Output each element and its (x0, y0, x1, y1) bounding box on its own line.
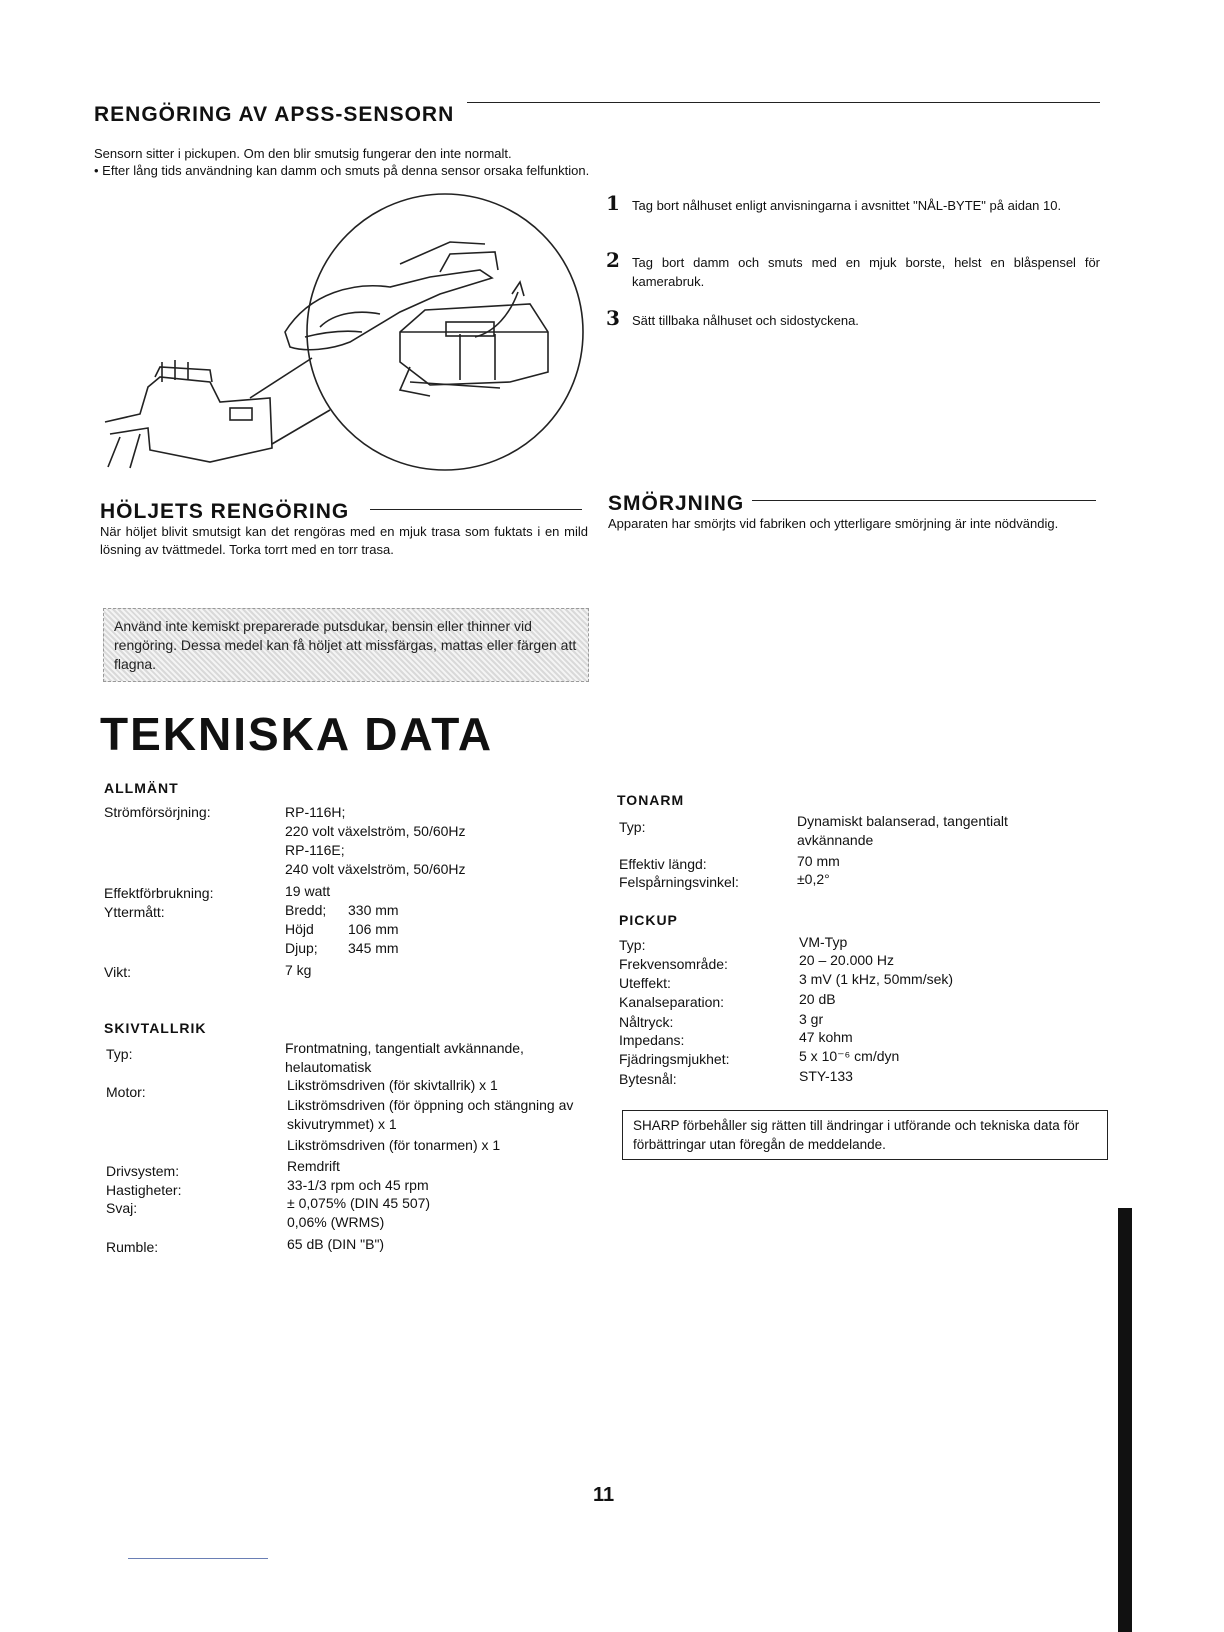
pickup-row-value: 20 dB (799, 991, 836, 1007)
apss-step-1 (606, 191, 1100, 215)
step-number-3: 3 (606, 306, 620, 330)
sharp-notice-box (622, 1110, 1108, 1160)
pickup-row-label: Impedans: (619, 1032, 685, 1048)
motor-value-2: Likströmsdriven (för öppning och stängning av skivutrymmet) x 1 (287, 1097, 574, 1132)
bredd-value: 330 mm (348, 902, 399, 918)
holjets-title: HÖLJETS RENGÖRING (100, 500, 350, 523)
pickup-row-label: Frekvensområde: (619, 956, 728, 972)
pickup-row-value: 47 kohm (799, 1029, 853, 1045)
svaj-value-2: 0,06% (WRMS) (287, 1214, 385, 1230)
tonarm-typ-label: Typ: (619, 819, 646, 835)
allmant-heading: ALLMÄNT (104, 780, 179, 796)
apss-step-2 (606, 248, 1100, 291)
pickup-row-label: Fjädringsmjukhet: (619, 1051, 730, 1067)
langd-label: Effektiv längd: (619, 856, 707, 872)
skiv-typ-value: Frontmatning, tangentialt avkännande, helautomatisk (285, 1040, 524, 1075)
strom-value-2: 220 volt växelström, 50/60Hz (285, 823, 466, 839)
effekt-value: 19 watt (285, 883, 331, 899)
strom-value-3: RP-116E; (285, 842, 345, 858)
apss-step-3-text: Sätt tillbaka nålhuset och sidostyckena. (632, 313, 859, 328)
bredd-label: Bredd; (285, 902, 327, 918)
page-number: 11 (593, 1484, 615, 1506)
langd-value: 70 mm (797, 853, 840, 869)
strom-value-4: 240 volt växelström, 50/60Hz (285, 861, 466, 877)
holjets-title-rule (370, 509, 582, 510)
strom-label: Strömförsörjning: (104, 804, 211, 820)
effekt-label: Effektförbrukning: (104, 885, 214, 901)
apss-title: RENGÖRING AV APSS-SENSORN (94, 103, 455, 126)
fel-label: Felspårningsvinkel: (619, 874, 739, 890)
svaj-label: Svaj: (106, 1200, 138, 1216)
hojd-label: Höjd (285, 921, 314, 937)
driv-label: Drivsystem: (106, 1163, 180, 1179)
motor-value-1: Likströmsdriven (för skivtallrik) x 1 (287, 1077, 498, 1093)
footer-line (128, 1558, 268, 1559)
tekniska-title: TEKNISKA DATA (100, 708, 494, 760)
hast-label: Hastigheter: (106, 1182, 182, 1198)
pickup-row-label: Kanalseparation: (619, 994, 725, 1010)
driv-value: Remdrift (287, 1158, 340, 1174)
hojd-value: 106 mm (348, 921, 399, 937)
motor-value-3: Likströmsdriven (för tonarmen) x 1 (287, 1137, 501, 1153)
rumble-label: Rumble: (106, 1239, 159, 1255)
apss-step-2-text: Tag bort damm och smuts med en mjuk borste, helst en blåspensel för kamerabruk. (632, 255, 1100, 289)
step-number-2: 2 (606, 248, 620, 272)
pickup-heading: PICKUP (619, 912, 678, 928)
step-number-1: 1 (606, 191, 620, 215)
smorjning-title-rule (752, 500, 1096, 501)
sharp-notice-text: SHARP förbehåller sig rätten till ändringar i utförande och tekniska data för förbättringar utan föregån de meddelande. (633, 1118, 1080, 1152)
tonarm-typ-value: Dynamiskt balanserad, tangentialt avkännande (797, 813, 1008, 848)
apss-step-1-text: Tag bort nålhuset enligt anvisningarna i avsnittet "NÅL-BYTE" på aidan 10. (632, 198, 1062, 213)
apss-title-rule (467, 102, 1100, 103)
pickup-row-value: 3 gr (799, 1011, 824, 1027)
yttermatt-label: Yttermått: (104, 904, 165, 920)
warning-text: Använd inte kemiskt preparerade putsdukar, bensin eller thinner vid rengöring. Dessa medel kan få höljet att missfärgas, mattas eller färgen att flagna. (114, 618, 577, 672)
smorjning-text: Apparaten har smörjts vid fabriken och ytterligare smörjning är inte nödvändig. (608, 516, 1059, 531)
apss-cleaning-illustration (100, 182, 590, 482)
pickup-row-value: STY-133 (799, 1068, 853, 1084)
motor-label: Motor: (106, 1084, 146, 1100)
holjets-text: När höljet blivit smutsigt kan det rengöras med en mjuk trasa som fuktats i en mild lösning av tvättmedel. Torka torrt med en torr trasa. (100, 524, 588, 557)
strom-value-1: RP-116H; (285, 804, 346, 820)
pickup-row-value: 3 mV (1 kHz, 50mm/sek) (799, 971, 954, 987)
apss-intro-1: Sensorn sitter i pickupen. Om den blir smutsig fungerar den inte normalt. (94, 146, 512, 161)
apss-step-3 (606, 306, 1100, 330)
rumble-value: 65 dB (DIN "B") (287, 1236, 385, 1252)
pickup-row-label: Uteffekt: (619, 975, 671, 991)
smorjning-title: SMÖRJNING (608, 492, 745, 515)
pickup-row-label: Bytesnål: (619, 1071, 677, 1087)
djup-value: 345 mm (348, 940, 399, 956)
vikt-value: 7 kg (285, 962, 312, 978)
pickup-row-label: Nåltryck: (619, 1014, 674, 1030)
svaj-value-1: ± 0,075% (DIN 45 507) (287, 1195, 431, 1211)
pickup-row-value: 20 – 20.000 Hz (799, 952, 894, 968)
fel-value: ±0,2° (797, 871, 830, 887)
djup-label: Djup; (285, 940, 318, 956)
skiv-typ-label: Typ: (106, 1046, 133, 1062)
pickup-row-label: Typ: (619, 937, 646, 953)
warning-box (103, 608, 589, 682)
vikt-label: Vikt: (104, 964, 131, 980)
pickup-row-value: 5 x 10⁻⁶ cm/dyn (799, 1048, 900, 1064)
pickup-row-value: VM-Typ (799, 934, 848, 950)
apss-intro-2: • Efter lång tids användning kan damm och smuts på denna sensor orsaka felfunktion. (94, 163, 590, 178)
edge-marker-bar (1118, 1208, 1132, 1632)
hast-value: 33-1/3 rpm och 45 rpm (287, 1177, 429, 1193)
skivtallrik-heading: SKIVTALLRIK (104, 1020, 207, 1036)
tonarm-heading: TONARM (617, 792, 685, 808)
